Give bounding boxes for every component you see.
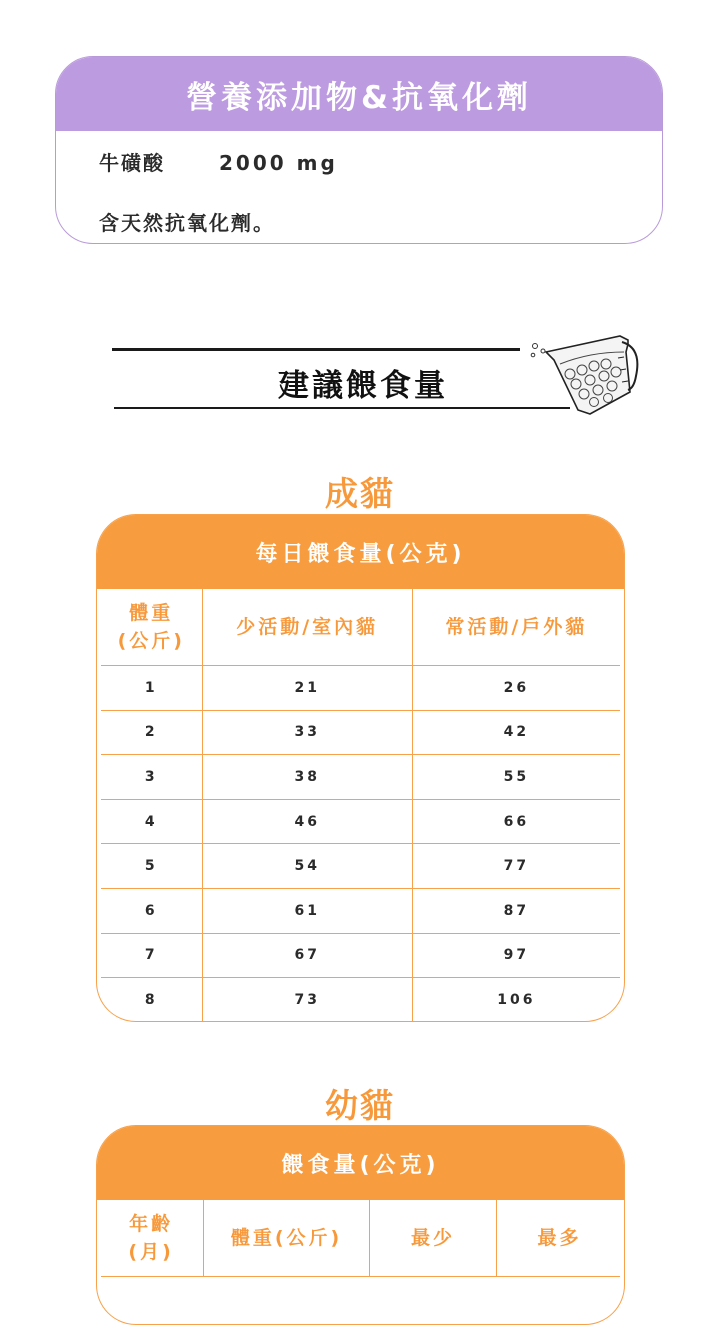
kitten-table-header xyxy=(99,1200,622,1276)
cell-low-activity: 54 xyxy=(202,844,412,888)
feeding-title: 建議餵食量 xyxy=(278,368,448,404)
header-high-activity: 常活動/戶外貓 xyxy=(412,589,620,665)
measuring-cup-icon xyxy=(520,330,640,422)
kitten-feeding-table xyxy=(96,1125,625,1325)
cell-high-activity: 42 xyxy=(412,711,620,755)
supplement-item-name: 牛磺酸 xyxy=(99,151,165,175)
kitten-header-divider xyxy=(101,1276,620,1277)
supplement-item-amount: 2000 mg xyxy=(219,151,338,175)
supplement-card xyxy=(55,56,663,244)
cell-low-activity: 67 xyxy=(202,934,412,978)
table-row xyxy=(101,710,620,755)
header-age-line2: (月) xyxy=(128,1241,174,1263)
kitten-table-title: 餵食量(公克) xyxy=(97,1126,624,1200)
adult-feeding-table xyxy=(96,514,625,1022)
table-row xyxy=(101,799,620,844)
cell-weight: 6 xyxy=(144,902,158,919)
cell-low-activity: 46 xyxy=(202,800,412,844)
cell-weight: 2 xyxy=(144,724,158,741)
adult-table-header xyxy=(101,589,620,665)
cell-low-activity: 33 xyxy=(202,711,412,755)
header-weight-line2: (公斤) xyxy=(117,630,185,652)
table-row xyxy=(101,665,620,710)
cell-high-activity: 97 xyxy=(412,934,620,978)
cell-low-activity: 73 xyxy=(202,978,412,1022)
header-kitten-weight: 體重(公斤) xyxy=(203,1200,369,1276)
header-age xyxy=(99,1200,203,1276)
supplement-item xyxy=(99,147,338,176)
cell-high-activity: 26 xyxy=(412,666,620,710)
table-row xyxy=(101,933,620,978)
table-row xyxy=(101,843,620,888)
header-min: 最少 xyxy=(369,1200,496,1276)
divider-top xyxy=(112,348,520,351)
header-weight xyxy=(101,589,202,665)
cell-weight: 7 xyxy=(144,947,158,964)
cell-high-activity: 106 xyxy=(412,978,620,1022)
kitten-section-label: 幼貓 xyxy=(325,1086,395,1125)
divider-bottom xyxy=(114,407,570,409)
header-low-activity: 少活動/室內貓 xyxy=(202,589,412,665)
cell-weight: 1 xyxy=(144,679,158,696)
table-row xyxy=(101,977,620,1022)
cell-low-activity: 38 xyxy=(202,755,412,799)
supplement-title: 營養添加物&抗氧化劑 xyxy=(56,57,662,131)
header-max: 最多 xyxy=(496,1200,622,1276)
cell-high-activity: 87 xyxy=(412,889,620,933)
table-row xyxy=(101,888,620,933)
cell-weight: 4 xyxy=(144,813,158,830)
header-weight-line1: 體重 xyxy=(129,602,174,624)
cell-high-activity: 77 xyxy=(412,844,620,888)
cell-weight: 3 xyxy=(144,768,158,785)
header-age-line1: 年齡 xyxy=(129,1213,174,1235)
cell-high-activity: 55 xyxy=(412,755,620,799)
cell-low-activity: 21 xyxy=(202,666,412,710)
feeding-header xyxy=(112,330,652,430)
supplement-note: 含天然抗氧化劑。 xyxy=(99,211,275,235)
cell-high-activity: 66 xyxy=(412,800,620,844)
adult-section-label: 成貓 xyxy=(325,474,395,513)
cell-weight: 8 xyxy=(144,991,158,1008)
cell-low-activity: 61 xyxy=(202,889,412,933)
cell-weight: 5 xyxy=(144,858,158,875)
table-row xyxy=(101,754,620,799)
adult-table-title: 每日餵食量(公克) xyxy=(97,515,624,589)
